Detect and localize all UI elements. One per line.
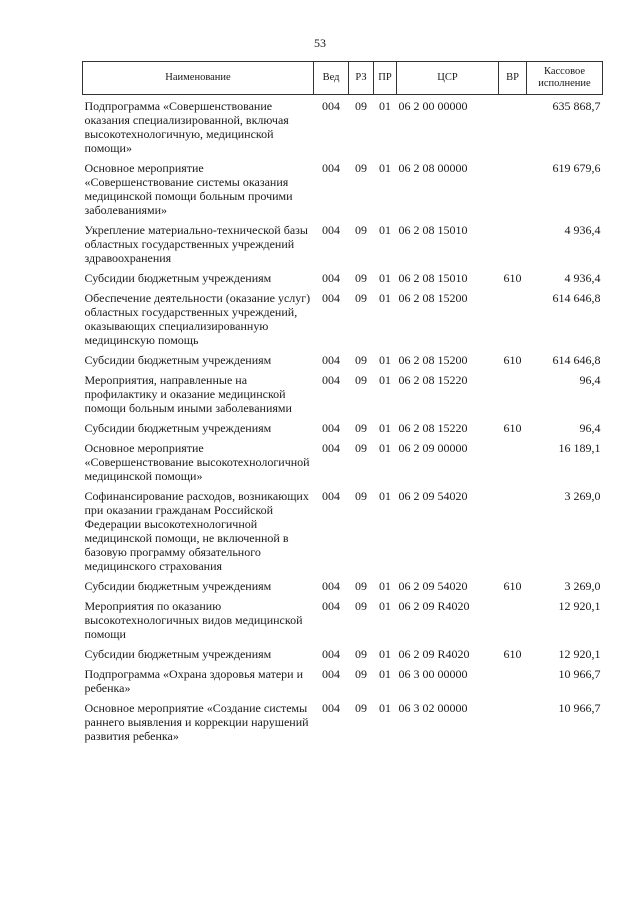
row-name: Софинансирование расходов, возникающих при оказании гражданам Российской Федерации высокотехнологичной медицинской помощи, не включенной в базовую программу обязательного медицинского страхования (84, 489, 309, 573)
row-rz: 09 (355, 99, 367, 113)
row-vr (499, 698, 527, 746)
row-ved: 004 (322, 291, 340, 305)
header-rz: РЗ (349, 62, 374, 95)
row-rz: 09 (355, 421, 367, 435)
row-csr: 06 2 08 15200 (398, 291, 468, 305)
row-pr: 01 (379, 223, 391, 237)
row-ved: 004 (322, 579, 340, 593)
row-pr: 01 (379, 667, 391, 681)
header-row (83, 62, 603, 95)
row-rz: 09 (355, 291, 367, 305)
row-name: Субсидии бюджетным учреждениям (84, 647, 272, 661)
row-csr: 06 2 08 15220 (398, 421, 468, 435)
row-amount: 12 920,1 (558, 599, 601, 613)
row-csr: 06 2 08 15010 (398, 223, 468, 237)
header-pr: ПР (374, 62, 397, 95)
row-amount: 10 966,7 (558, 701, 601, 715)
row-ved: 004 (322, 161, 340, 175)
row-vr (499, 438, 527, 486)
table-row (83, 438, 603, 486)
row-amount: 614 646,8 (552, 353, 601, 367)
row-csr: 06 2 09 54020 (398, 579, 468, 593)
row-amount: 3 269,0 (564, 579, 601, 593)
row-pr: 01 (379, 291, 391, 305)
table-row (83, 418, 603, 438)
row-rz: 09 (355, 647, 367, 661)
table-row (83, 220, 603, 268)
row-ved: 004 (322, 647, 340, 661)
row-csr: 06 2 00 00000 (398, 99, 468, 113)
row-amount: 4 936,4 (564, 271, 601, 285)
row-name: Подпрограмма «Совершенствование оказания специализированной, включая высокотехнологичную, медицинской помощи» (84, 99, 289, 155)
row-name: Субсидии бюджетным учреждениям (84, 421, 272, 435)
row-name: Основное мероприятие «Совершенствование системы оказания медицинской помощи больным прочими заболеваниями» (84, 161, 293, 217)
row-csr: 06 2 09 54020 (398, 489, 468, 503)
header-amount: Кассовое исполнение (527, 62, 603, 95)
row-csr: 06 3 02 00000 (398, 701, 468, 715)
header-csr: ЦСР (397, 62, 499, 95)
table-row (83, 370, 603, 418)
row-rz: 09 (355, 701, 367, 715)
row-name: Субсидии бюджетным учреждениям (84, 271, 272, 285)
row-ved: 004 (322, 489, 340, 503)
row-vr: 610 (503, 647, 522, 661)
header-name: Наименование (83, 62, 314, 95)
row-amount: 10 966,7 (558, 667, 601, 681)
row-vr (499, 370, 527, 418)
row-ved: 004 (322, 701, 340, 715)
row-pr: 01 (379, 421, 391, 435)
table-row (83, 486, 603, 576)
row-pr: 01 (379, 161, 391, 175)
row-name: Основное мероприятие «Совершенствование высокотехнологичной медицинской помощи» (84, 441, 310, 483)
header-vr: ВР (499, 62, 527, 95)
row-amount: 96,4 (579, 421, 601, 435)
row-rz: 09 (355, 667, 367, 681)
table-row (83, 158, 603, 220)
row-name: Основное мероприятие «Создание системы раннего выявления и коррекции нарушений развития ребенка» (84, 701, 309, 743)
row-csr: 06 2 08 15220 (398, 373, 468, 387)
row-pr: 01 (379, 579, 391, 593)
row-csr: 06 2 08 00000 (398, 161, 468, 175)
row-vr (499, 486, 527, 576)
table-row (83, 576, 603, 596)
row-pr: 01 (379, 489, 391, 503)
row-ved: 004 (322, 421, 340, 435)
row-pr: 01 (379, 271, 391, 285)
row-amount: 96,4 (579, 373, 601, 387)
row-pr: 01 (379, 373, 391, 387)
table-body (83, 95, 603, 747)
row-pr: 01 (379, 353, 391, 367)
row-rz: 09 (355, 489, 367, 503)
row-rz: 09 (355, 441, 367, 455)
table-row (83, 664, 603, 698)
row-vr: 610 (503, 353, 522, 367)
table-row (83, 644, 603, 664)
row-vr (499, 158, 527, 220)
row-amount: 12 920,1 (558, 647, 601, 661)
row-vr (499, 95, 527, 159)
row-name: Субсидии бюджетным учреждениям (84, 353, 272, 367)
header-ved: Вед (314, 62, 349, 95)
row-vr (499, 288, 527, 350)
row-pr: 01 (379, 701, 391, 715)
row-ved: 004 (322, 353, 340, 367)
row-ved: 004 (322, 99, 340, 113)
row-rz: 09 (355, 373, 367, 387)
row-rz: 09 (355, 353, 367, 367)
table-row (83, 288, 603, 350)
row-vr: 610 (503, 579, 522, 593)
row-amount: 614 646,8 (552, 291, 601, 305)
row-csr: 06 3 00 00000 (398, 667, 468, 681)
row-name: Мероприятия, направленные на профилактику и оказание медицинской помощи больным иными заболеваниями (84, 373, 292, 415)
row-pr: 01 (379, 599, 391, 613)
row-name: Субсидии бюджетным учреждениям (84, 579, 272, 593)
row-pr: 01 (379, 441, 391, 455)
row-rz: 09 (355, 579, 367, 593)
table-row (83, 95, 603, 159)
row-vr (499, 596, 527, 644)
row-amount: 619 679,6 (552, 161, 601, 175)
row-ved: 004 (322, 599, 340, 613)
row-vr (499, 664, 527, 698)
row-ved: 004 (322, 373, 340, 387)
row-pr: 01 (379, 647, 391, 661)
row-csr: 06 2 08 15010 (398, 271, 468, 285)
row-amount: 3 269,0 (564, 489, 601, 503)
row-vr (499, 220, 527, 268)
row-amount: 16 189,1 (558, 441, 601, 455)
row-name: Мероприятия по оказанию высокотехнологичных видов медицинской помощи (84, 599, 303, 641)
row-amount: 4 936,4 (564, 223, 601, 237)
row-ved: 004 (322, 667, 340, 681)
row-csr: 06 2 09 R4020 (398, 647, 470, 661)
row-ved: 004 (322, 223, 340, 237)
row-rz: 09 (355, 271, 367, 285)
row-vr: 610 (503, 271, 522, 285)
row-name: Подпрограмма «Охрана здоровья матери и ребенка» (84, 667, 303, 695)
row-pr: 01 (379, 99, 391, 113)
table-row (83, 596, 603, 644)
row-rz: 09 (355, 161, 367, 175)
row-ved: 004 (322, 271, 340, 285)
table-row (83, 350, 603, 370)
row-csr: 06 2 09 00000 (398, 441, 468, 455)
row-vr: 610 (503, 421, 522, 435)
row-name: Обеспечение деятельности (оказание услуг) областных государственных учреждений, оказывающих специализированную медицинскую помощь (84, 291, 311, 347)
row-rz: 09 (355, 599, 367, 613)
page-number: 53 (314, 36, 326, 50)
row-rz: 09 (355, 223, 367, 237)
row-name: Укрепление материально-технической базы областных государственных учреждений здравоохранения (84, 223, 308, 265)
row-csr: 06 2 08 15200 (398, 353, 468, 367)
table-row (83, 698, 603, 746)
row-amount: 635 868,7 (552, 99, 601, 113)
row-csr: 06 2 09 R4020 (398, 599, 470, 613)
budget-table (82, 61, 603, 746)
table-row (83, 268, 603, 288)
row-ved: 004 (322, 441, 340, 455)
